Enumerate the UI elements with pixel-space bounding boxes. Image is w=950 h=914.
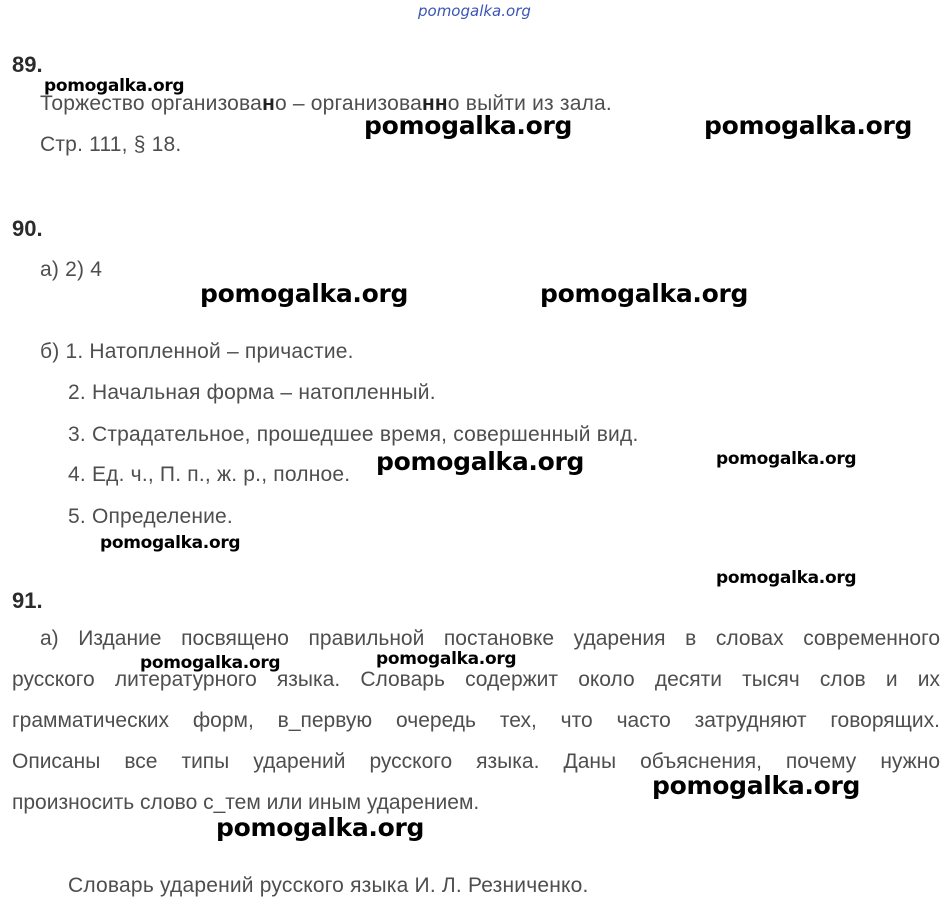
watermark: pomogalka.org [704,111,913,140]
paragraph-line: произносить слово с_тем или иным ударением. [12,791,480,814]
watermark: pomogalka.org [376,447,585,476]
watermark: pomogalka.org [716,568,857,588]
paragraph-line: грамматических форм, в_первую очередь тех, что часто затрудняют говорящих. [12,709,940,732]
exercise-89-number: 89. [12,52,43,77]
paragraph-line: Описаны все типы ударений русского языка. Даны объяснения, почему нужно [12,750,940,773]
exercise-90-answer-a: а) 2) 4 [40,258,103,281]
exercise-90-item-4: 4. Ед. ч., П. п., ж. р., полное. [68,463,351,486]
watermark: pomogalka.org [540,279,749,308]
exercise-90-item-3: 3. Страдательное, прошедшее время, совершенный вид. [68,423,639,446]
paragraph-line: русского литературного языка. Словарь содержит около десяти тысяч слов и их [12,668,940,691]
exercise-90-item-1: б) 1. Натопленной – причастие. [40,340,354,363]
exercise-90-number: 90. [12,216,43,241]
watermark: pomogalka.org [200,279,409,308]
watermark: pomogalka.org [140,653,281,673]
exercise-90-item-5: 5. Определение. [68,505,233,528]
watermark: pomogalka.org [716,449,857,469]
exercise-91-source: Словарь ударений русского языка И. Л. Резниченко. [68,874,589,897]
watermark: pomogalka.org [216,813,425,842]
exercise-90-item-2: 2. Начальная форма – натопленный. [68,381,436,404]
watermark: pomogalka.org [100,533,241,553]
exercise-89-sentence: Торжество организовано – организованно выйти из зала. [40,92,612,115]
watermark: pomogalka.org [376,649,517,669]
paragraph-line: а) Издание посвящено правильной постановке ударения в словах современного [40,627,940,650]
watermark: pomogalka.org [44,76,185,96]
exercise-89-reference: Стр. 111, § 18. [40,133,182,156]
exercise-91-number: 91. [12,588,43,613]
watermark: pomogalka.org [652,771,861,800]
watermark-top: pomogalka.org [418,2,531,20]
watermark: pomogalka.org [364,111,573,140]
